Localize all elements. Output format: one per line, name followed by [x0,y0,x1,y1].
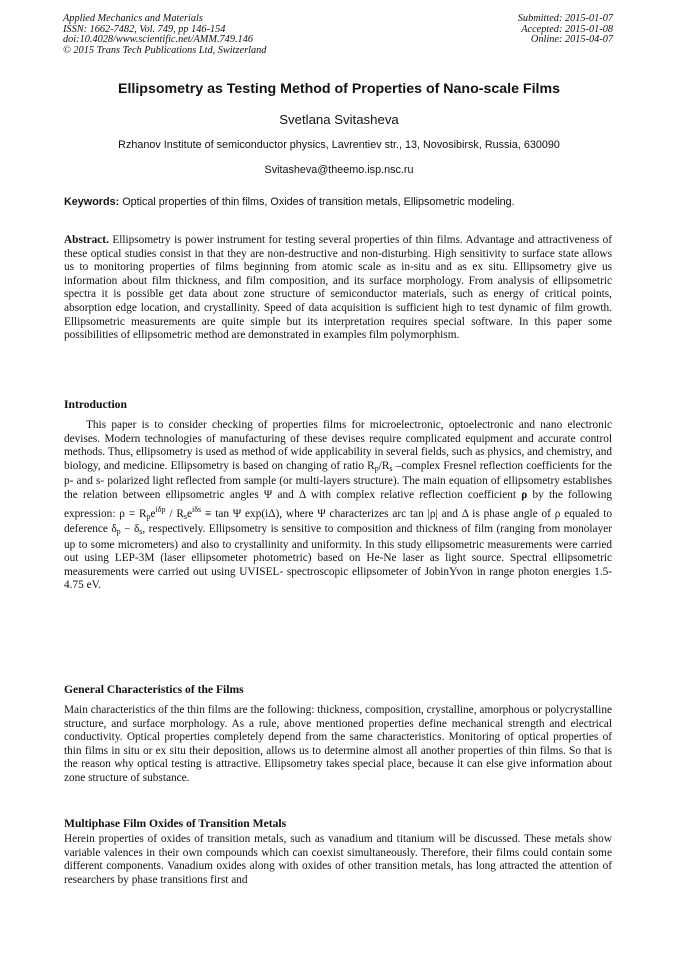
formula-divide: / R [165,507,184,520]
formula-exp-p: iδp [155,504,166,514]
formula-lead: by the following expression: ρ = R [64,488,612,520]
intro-text-mid: –complex Fresnel reflection coefficients for the p- and s- polarized light reflected from sample (or multi-layers structure). The main equation of ellipsometry establishes the relation between ellipsometric angles Ψ and Δ with complex relative reflection coefficient [64,459,612,501]
abstract-label: Abstract. [64,234,109,246]
formula-sub-s: s [183,511,188,521]
journal-issn: ISSN: 1662-7482, Vol. 749, pp 146-154 [63,23,226,35]
formula-sub-p: p [146,511,151,521]
formula-e2: e [187,507,193,520]
author-email: Svitasheva@theemo.isp.nsc.ru [264,164,414,176]
accepted-date: Accepted: 2015-01-08 [521,23,613,35]
journal-header-right [518,14,613,46]
intro-text-end: , respectively. Ellipsometry is sensitive to composition and thickness of film (ranging from monolayer up to some micrometers) and also to crystallinity and uniformity. In this study ellipsometric measurements were carried out using LEP-3M (laser ellipsometer photometric) based on He-Ne laser as light source. Spectral ellipsometric measurements were carried out using UVISEL- spectroscopic ellipsometer of JobinYvon in range photon energies 1.5-4.75 eV. [64,522,612,592]
paper-title: Ellipsometry as Testing Method of Properties of Nano-scale Films [117,81,560,97]
abstract-text: Ellipsometry is power instrument for testing several properties of thin films. Advantage and attractiveness of these optical studies consist in that they are non-destructive and non-disturbing. High sensitivity to surface state allows us to monitoring properties of films beginning from atomic scale as in-situ and as ex situ. Ellipsometry give us information about film thickness, and film composition, and its surface morphology. From analysis of ellipsometric spectra it is possible get data about zone structure of semiconductor materials, such as energy of critical points, absorption edge location, and crystallinity. Speed of data acquisition is sufficient high to test dynamic of film growth. Ellipsometric measurements are quite simple but its interpretation requires special software. In this paper some possibilities of ellipsometric method are demonstrated in examples film polymorphism. [64,234,612,342]
journal-name: Applied Mechanics and Materials [63,13,203,24]
journal-doi: doi:10.4028/www.scientific.net/AMM.749.146 [63,34,253,45]
keywords [64,196,624,208]
delta-sub-s: s [139,526,143,536]
section-heading-general: General Characteristics of the Films [64,683,244,696]
journal-copyright: © 2015 Trans Tech Publications Ltd, Switzerland [63,44,267,56]
introduction-paragraph [64,419,612,593]
subscript-p: p [374,463,379,473]
formula-tail: ≡ tan Ψ exp(iΔ), where Ψ characterizes arc tan |ρ| and Δ is phase angle of ρ equaled to deference δ [64,507,612,535]
multiphase-paragraph: Herein properties of oxides of transition metals, such as vanadium and titanium will be discussed. These metals show variable valences in their own compounds which can coexist simultaneously. Therefore, their films could contain some different components. Vanadium oxides along with oxides of other transition metals, has long attracted the attention of researchers by phase transitions first and [64,833,612,886]
abstract [64,234,612,343]
delta-minus: − δ [120,522,140,535]
journal-header-left [63,14,266,56]
general-paragraph: Main characteristics of the thin films are the following: thickness, composition, crystalline, amorphous or polycrystalline structure, and surface morphology. As a rule, above mentioned properties define mechanical strength and electrical conductivity. Optical properties completely depend from the same characteristics. Monitoring of optical properties of thin films in situ or ex situ their deposition, allows us to determine almost all another properties of thin films. So that is the reason why optical testing is attractive. Ellipsometry takes special place, because it can else give information about zone structure of substance. [64,704,612,784]
formula-exp-s: iδs [192,504,202,514]
keywords-text: Optical properties of thin films, Oxides of transition metals, Ellipsometric modeling. [119,196,515,208]
rho-symbol: ρ [521,488,528,501]
author-affiliation: Rzhanov Institute of semiconductor physics, Lavrentiev str., 13, Novosibirsk, Russia, 630090 [118,139,560,151]
online-date: Online: 2015-04-07 [530,34,613,45]
section-heading-multiphase: Multiphase Film Oxides of Transition Metals [64,817,287,830]
section-heading-introduction: Introduction [64,398,127,411]
keywords-label: Keywords: [64,196,120,208]
intro-text-start: This paper is to consider checking of properties films for microelectronic, optoelectronic and nano electronic devises. Modern technologies of manufacturing of these devises require complicated equipment and accurate control methods. Thus, ellipsometry is used as method of wide applicability in several fields, such as physics, and chemistry, and biology, and medicine. Ellipsometry is based on changing of ratio R [64,419,612,472]
delta-sub-p: p [116,526,121,536]
ratio-slash: /R [378,459,390,472]
formula-e: e [150,507,156,520]
submitted-date: Submitted: 2015-01-07 [517,13,613,24]
subscript-s: s [389,463,393,473]
author-name: Svetlana Svitasheva [279,112,399,127]
